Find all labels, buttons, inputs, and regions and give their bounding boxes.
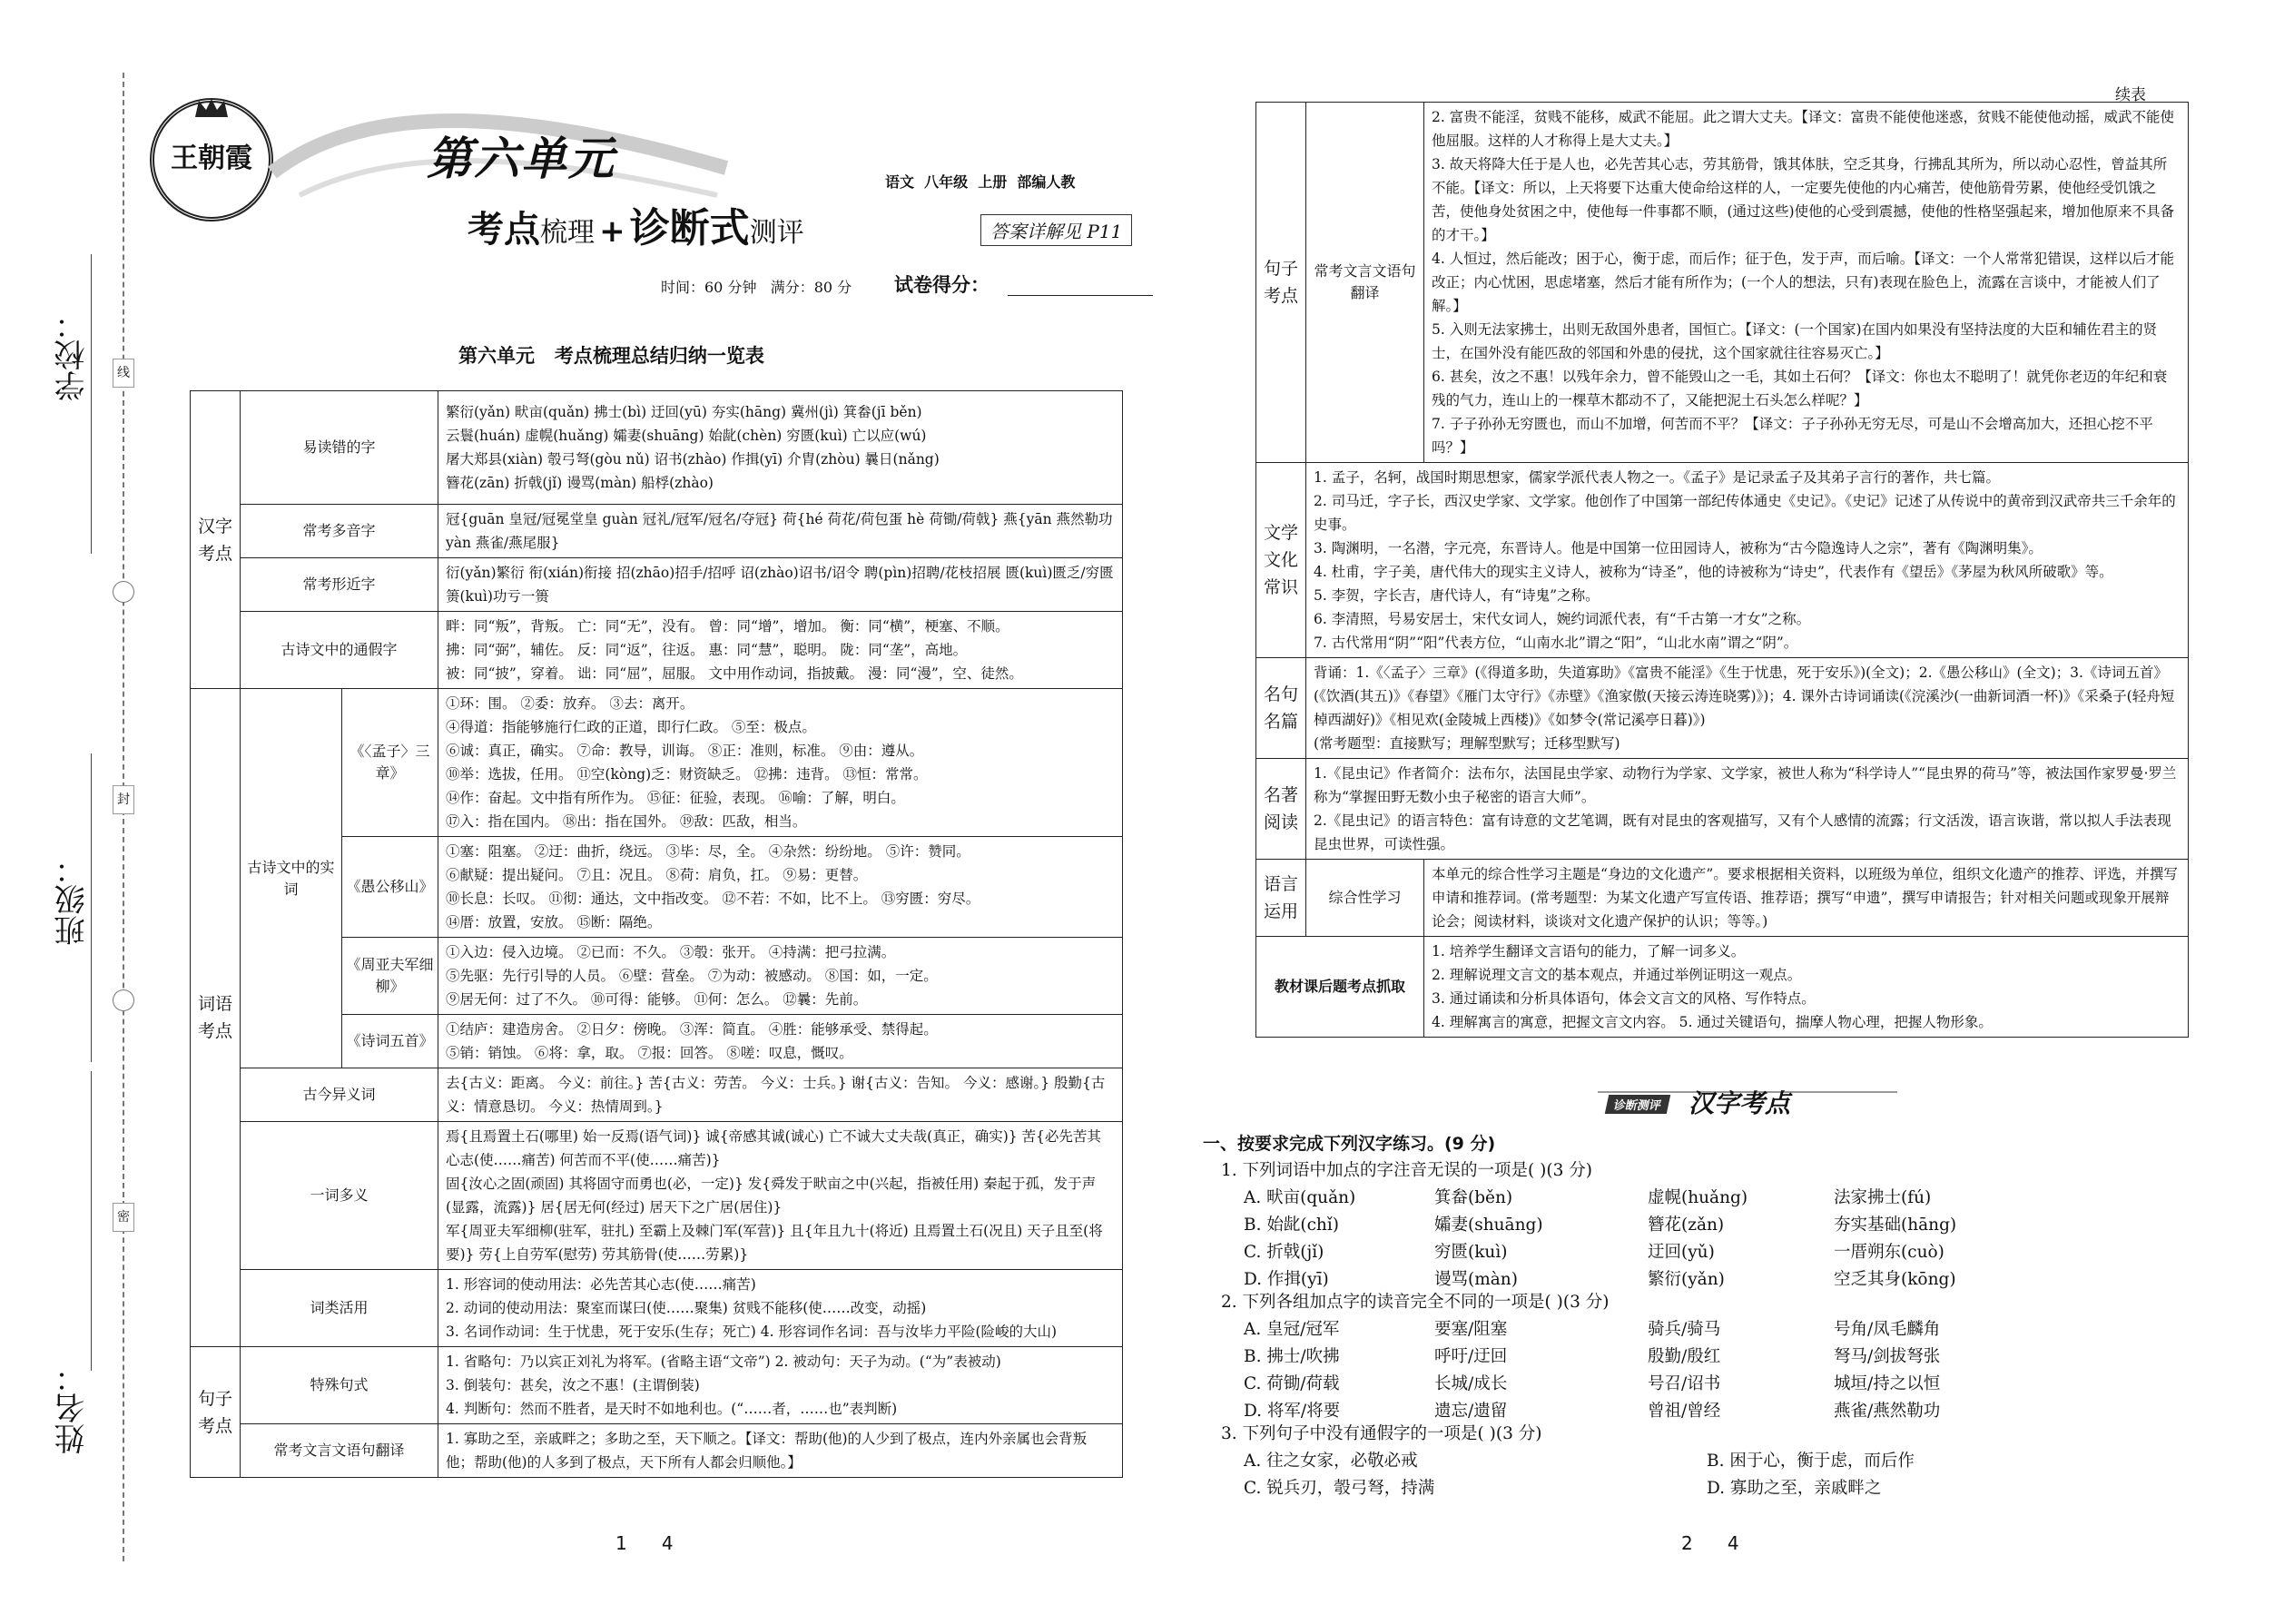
row-content: 衍(yǎn)繁衍 衔(xián)衔接 招(zhāo)招手/招呼 诏(zhào)诏书/诏令 聘(pìn)招聘/花枝招展 匮(kuì)匮乏/穷匮 箦(kuì)功亏一篑 [438, 558, 1123, 612]
answer-option[interactable]: 号角/凤毛麟角 [1834, 1320, 1941, 1339]
answer-option[interactable]: D. 将军/将要 [1244, 1402, 1341, 1421]
category-hanzi: 汉字考点 [191, 391, 241, 689]
section-name: 汉字考点 [1689, 1088, 1791, 1118]
answer-option[interactable]: 夯实基础(hāng) [1834, 1216, 1957, 1235]
answer-option[interactable]: 遗忘/遗留 [1434, 1402, 1508, 1421]
answer-option[interactable]: C. 锐兵刃，彀弓弩，持满 [1244, 1479, 1435, 1498]
school-label: 学校： [54, 309, 91, 401]
course-info: 语文 八年级 上册 部编人教 [885, 173, 1076, 191]
crown-icon [193, 97, 230, 119]
table-row [1256, 860, 2189, 937]
answer-option[interactable]: B. 拂士/吹拂 [1244, 1347, 1340, 1366]
row-content: 1.《昆虫记》作者简介：法布尔，法国昆虫学家、动物行为学家、文学家，被世人称为“科学诗人”“昆虫界的荷马”等，被法国作家罗曼·罗兰称为“掌握田野无数小虫子秘密的语言大师”。 2.《昆虫记》的语言特色：富有诗意的文艺笔调，既有对昆虫的客观描写，又有个人感情的流露；行文活泼，语言诙谐，常以拟人手法表现昆虫世界，可读性强。 [1306, 759, 2189, 860]
school-field-line[interactable] [91, 254, 92, 554]
name-label: 姓名： [54, 1362, 91, 1454]
category-ciyu: 词语考点 [191, 689, 241, 1347]
answer-option[interactable]: 曾祖/曾经 [1648, 1402, 1721, 1421]
binding-line [123, 73, 124, 1561]
class-field-line[interactable] [91, 753, 92, 1062]
score-label: 试卷得分： [894, 274, 989, 296]
row-content: 1. 寡助之至，亲戚畔之；多助之至，天下顺之。【译文：帮助(他)的人少到了极点，连内外亲属也会背叛他；帮助(他)的人多到了极点，天下所有人都会归顺他。】 [438, 1424, 1123, 1478]
row-label: 常考多音字 [241, 505, 438, 558]
summary-table-left [190, 390, 1123, 1478]
category-wenxue: 文学文化常识 [1256, 463, 1306, 658]
page-number-left: 1 4 [615, 1532, 674, 1554]
row-content: 2. 富贵不能淫，贫贱不能移，威武不能屈。此之谓大丈夫。【译文：富贵不能使他迷惑，贫贱不能使他动摇，威武不能使他屈服。这样的人才称得上是大丈夫。】 3. 故天将降大任于是人也，必先苦其心志，劳其筋骨，饿其体肤，空乏其身，行拂乱其所为，所以动心忍性，曾益其所不能。【译文：所以，上天将要下达重大使命给这样的人，一定要先使他的内心痛苦，使他筋骨劳累，使他经受饥饿之苦，使他身处贫困之中，使他每一件事都不顺，(通过这些)使他的心受到震撼，使他的性格坚强起来，增加他原来不具备的才干。】 4. 人恒过，然后能改；困于心，衡于虑，而后作；征于色，发于声，而后喻。【译文：一个人常常犯错误，这样以后才能改正；内心忧困，思虑堵塞，然后才能有所作为；(一个人的想法，只有)表现在脸色上，流露在言谈中，才能被人们了解。】 5. 入则无法家拂士，出则无敌国外患者，国恒亡。【译文：(一个国家)在国内如果没有坚持法度的大臣和辅佐君主的贤士，在国外没有能匹敌的邻国和外患的侵扰，这个国家就往往容易灭亡。】 6. 甚矣，汝之不惠！以残年余力，曾不能毁山之一毛，其如土石何？【译文：你也太不聪明了！就凭你老迈的年纪和衰残的气力，连山上的一棵草木都动不了，又能把泥土石头怎么样呢？】 7. 子子孙孙无穷匮也，而山不加增，何苦而不平？【译文：子子孙孙无穷无尽，可是山不会增高加大，还担心挖不平吗？】 [1424, 103, 2189, 463]
table-title: 第六单元 考点梳理总结归纳一览表 [458, 345, 764, 367]
class-label: 班级： [54, 853, 91, 946]
answer-option[interactable]: 虚幌(huǎng) [1648, 1188, 1748, 1207]
table-row [1256, 463, 2189, 658]
answer-option[interactable]: D. 寡助之至，亲戚畔之 [1707, 1479, 1882, 1498]
row-content: 去{古义：距离。 今义：前往。} 苦{古义：劳苦。 今义：士兵。} 谢{古义：告知。 今义：感谢。} 殷勤{古义：情意恳切。 今义：热情周到。} [438, 1068, 1123, 1122]
row-label: 古今异义词 [241, 1068, 438, 1122]
seal-tag-seal: 封 [113, 785, 134, 814]
answer-option[interactable]: 骑兵/骑马 [1648, 1320, 1721, 1339]
row-label: 一词多义 [241, 1122, 438, 1270]
binding-hole-icon [113, 581, 134, 603]
answer-option[interactable]: A. 往之女家，必敬必戒 [1244, 1452, 1418, 1471]
binding-hole-icon [113, 989, 134, 1011]
row-content: 冠{guān 皇冠/冠冕堂皇 guàn 冠礼/冠军/冠名/夺冠} 荷{hé 荷花/荷包蛋 hè 荷锄/荷戟} 燕{yān 燕然勒功 yàn 燕雀/燕尾服} [438, 505, 1123, 558]
table-row [191, 1068, 1123, 1122]
row-label: 综合性学习 [1306, 860, 1424, 937]
brand-logo [150, 98, 273, 221]
category-yuyan: 语言运用 [1256, 860, 1306, 937]
answer-option[interactable]: 号召/诏书 [1648, 1374, 1721, 1393]
page-number-right: 2 4 [1681, 1532, 1739, 1554]
row-label: 常考形近字 [241, 558, 438, 612]
category-mingzhu: 名著阅读 [1256, 759, 1306, 860]
answer-option[interactable]: 要塞/阻塞 [1434, 1320, 1508, 1339]
row-content: ①环：围。 ②委：放弃。 ③去：离开。 ④得道：指能够施行仁政的正道，即行仁政。 ⑤至：极点。 ⑥诚：真正，确实。 ⑦命：教导，训诲。 ⑧正：准则，标准。 ⑨由：遵从。 ⑩举：选拔，任用。 ⑪空(kòng)乏：财资缺乏。 ⑫拂：违背。 ⑬恒：常常。 ⑭作：奋起。文中指有所作为。 ⑮征：征验，表现。 ⑯喻：了解，明白。 ⑰入：指在国内。 ⑱出：指在国外。 ⑲敌：匹敌，相当。 [438, 689, 1123, 837]
row-label: 古诗文中的实词 [241, 689, 342, 1068]
text-title: 《诗词五首》 [342, 1015, 438, 1068]
answer-option[interactable]: 箕畚(běn) [1434, 1188, 1513, 1207]
row-label: 常考文言文语句翻译 [1306, 103, 1424, 463]
row-label: 古诗文中的通假字 [241, 612, 438, 689]
table-row [191, 1424, 1123, 1478]
table-row [191, 1122, 1123, 1270]
table-row [1256, 759, 2189, 860]
category-juzi: 句子考点 [1256, 103, 1306, 463]
summary-table-right [1255, 102, 2189, 1038]
text-title: 《周亚夫军细柳》 [342, 938, 438, 1015]
table-row [191, 689, 1123, 837]
exam-info: 时间：60 分钟 满分：80 分 [661, 279, 852, 296]
row-content: 焉{且焉置土石(哪里) 始一反焉(语气词)} 诚{帝感其诚(诚心) 亡不诚大丈夫哉(真正，确实)} 苦{必先苦其心志(使……痛苦) 何苦而不平(使……痛苦)} 固{汝心之固(顽固) 其将固守而勇也(必，一定)} 发{舜发于畎亩之中(兴起，指被任用) 秦起于孤，发于声(显露，流露)} 居{居无何(经过) 居天下之广居(居住)} 军{周亚夫军细柳(驻军，驻扎) 至霸上及棘门军(军营)} 且{年且九十(将近) 且焉置土石(况且) 天子且至(将要)} 劳{上自劳军(慰劳) 劳其筋骨(使……劳累)} [438, 1122, 1123, 1270]
answer-option[interactable]: B. 困于心，衡于虑，而后作 [1707, 1452, 1915, 1471]
table-row [1256, 103, 2189, 463]
answer-option[interactable]: 弩马/剑拔弩张 [1834, 1347, 1941, 1366]
score-input-line[interactable] [1008, 295, 1153, 296]
answer-option[interactable]: 繁衍(yǎn) [1648, 1270, 1725, 1289]
row-content: 本单元的综合性学习主题是“身边的文化遗产”。要求根据相关资料，以班级为单位，组织文化遗产的推荐、评选，并撰写申请和推荐词。(常考题型：为某文化遗产写宣传语、推荐语；撰写“申遗”，撰写申请报告；针对相关问题或现象开展辩论会；阅读材料，谈谈对文化遗产保护的认识；等等。) [1424, 860, 2189, 937]
row-content: 1. 孟子，名轲，战国时期思想家，儒家学派代表人物之一。《孟子》是记录孟子及其弟子言行的著作，共七篇。 2. 司马迁，字子长，西汉史学家、文学家。他创作了中国第一部纪传体通史《史记》。《史记》记述了从传说中的黄帝到汉武帝共三千余年的史事。 3. 陶渊明，一名潜，字元亮，东晋诗人。他是中国第一位田园诗人，被称为“古今隐逸诗人之宗”，著有《陶渊明集》。 4. 杜甫，字子美，唐代伟大的现实主义诗人，被称为“诗圣”，他的诗被称为“诗史”，代表作有《望岳》《茅屋为秋风所破歌》等。 5. 李贺，字长吉，唐代诗人，有“诗鬼”之称。 6. 李清照，号易安居士，宋代女词人，婉约词派代表，有“千古第一才女”之称。 7. 古代常用“阴”“阳”代表方位，“山南水北”谓之“阳”，“山北水南”谓之“阴”。 [1306, 463, 2189, 658]
unit-title: 第六单元 [427, 133, 615, 185]
question-1: 1. 下列词语中加点的字注音无误的一项是( )(3 分) [1221, 1161, 1592, 1180]
row-content: ①塞：阻塞。 ②迂：曲折，绕远。 ③毕：尽，全。 ④杂然：纷纷地。 ⑤许：赞同。 ⑥献疑：提出疑问。 ⑦且：况且。 ⑧荷：肩负，扛。 ⑨易：更替。 ⑩长息：长叹。 ⑪彻：通达，文中指改变。 ⑫不若：不如，比不上。 ⑬穷匮：穷尽。 ⑭厝：放置，安放。 ⑮断：隔绝。 [438, 837, 1123, 938]
subtitle: 考点梳理 + 诊断式测评 [468, 205, 804, 251]
row-content: 背诵：1.《〈孟子〉三章》(《得道多助，失道寡助》《富贵不能淫》《生于忧患，死于安乐》)(全文)；2.《愚公移山》(全文)；3.《诗词五首》(《饮酒(其五)》《春望》《雁门太守行》《赤壁》《渔家傲(天接云涛连晓雾)》)；4. 课外古诗词诵读(《浣溪沙(一曲新词酒一杯)》《采桑子(轻舟短棹西湖好)》《相见欢(金陵城上西楼)》《如梦令(常记溪亭日暮)》) (常考题型：直接默写；理解型默写；迁移型默写) [1306, 658, 2189, 759]
table-row [191, 558, 1123, 612]
table-row [191, 1270, 1123, 1347]
row-content: 繁衍(yǎn) 畎亩(quǎn) 拂士(bì) 迂回(yū) 夯实(hāng) 冀州(jì) 箕畚(jī běn) 云鬟(huán) 虚幌(huǎng) 孀妻(shuāng) 始龀(chèn) 穷匮(kuì) 亡以应(wú) 屠大郑县(xiàn) 彀弓弩(gòu nǔ) 诏书(zhào) 作揖(yī) 介胄(zhòu) 曩日(nǎng) 簪花(zān) 折戟(jǐ) 谩骂(màn) 船桴(zhào) [438, 391, 1123, 505]
row-content: 1. 形容词的使动用法：必先苦其心志(使……痛苦) 2. 动词的使动用法：聚室而谋曰(使……聚集) 贫贱不能移(使……改变，动摇) 3. 名词作动词：生于忧患，死于安乐(生存；死亡) 4. 形容词作名词：吾与汝毕力平险(险峻的大山) [438, 1270, 1123, 1347]
answer-option[interactable]: 呼吁/迂回 [1434, 1347, 1508, 1366]
answer-option[interactable]: 一厝朔东(cuò) [1834, 1243, 1944, 1262]
section-tag: 诊断测评 [1605, 1095, 1670, 1114]
section-banner [1598, 1088, 1897, 1118]
seal-tag-line: 线 [113, 359, 134, 388]
answer-option[interactable]: 长城/成长 [1434, 1374, 1508, 1393]
row-content: 1. 培养学生翻译文言语句的能力，了解一词多义。 2. 理解说理文言文的基本观点，并通过举例证明这一观点。 3. 通过诵读和分析具体语句，体会文言文的风格、写作特点。 4. 理解寓言的寓意，把握文言文内容。 5. 通过关键语句，揣摩人物心理，把握人物形象。 [1424, 937, 2189, 1038]
answer-option[interactable]: A. 皇冠/冠军 [1244, 1320, 1340, 1339]
answer-option[interactable]: 簪花(zǎn) [1648, 1216, 1725, 1235]
answer-option[interactable]: 城垣/持之以恒 [1834, 1374, 1941, 1393]
question-3: 3. 下列句子中没有通假字的一项是( )(3 分) [1221, 1424, 1542, 1443]
answer-option[interactable]: A. 畎亩(quǎn) [1244, 1188, 1356, 1207]
answer-option[interactable]: 穷匮(kuì) [1434, 1243, 1508, 1262]
answer-reference: 答案详解见 P11 [980, 214, 1132, 246]
table-row [191, 391, 1123, 505]
brand-logo-text: 王朝霞 [171, 143, 252, 174]
answer-option[interactable]: 法家拂士(fú) [1834, 1188, 1932, 1207]
row-label: 常考文言文语句翻译 [241, 1424, 438, 1478]
question-heading: 一、按要求完成下列汉字练习。(9 分) [1203, 1134, 1496, 1154]
answer-option[interactable]: 燕雀/燕然勒功 [1834, 1402, 1941, 1421]
text-title: 《〈孟子〉三章》 [342, 689, 438, 837]
row-content: ①结庐：建造房舍。 ②日夕：傍晚。 ③浑：简直。 ④胜：能够承受、禁得起。 ⑤销：销蚀。 ⑥将：拿，取。 ⑦报：回答。 ⑧嗟：叹息，慨叹。 [438, 1015, 1123, 1068]
answer-option[interactable]: 空乏其身(kōng) [1834, 1270, 1956, 1289]
row-content: 畔：同“叛”，背叛。 亡：同“无”，没有。 曾：同“增”，增加。 衡：同“横”，梗塞、不顺。 拂：同“弼”，辅佐。 反：同“返”，往返。 惠：同“慧”，聪明。 陇：同“垄”，高地。 被：同“披”，穿着。 诎：同“屈”，屈服。 文中用作动词，指披戴。 漫：同“漫”，空、徒然。 [438, 612, 1123, 689]
table-row [191, 612, 1123, 689]
table-row [191, 1347, 1123, 1424]
answer-option[interactable]: 孀妻(shuāng) [1434, 1216, 1543, 1235]
row-label: 特殊句式 [241, 1347, 438, 1424]
row-label: 教材课后题考点抓取 [1256, 937, 1424, 1038]
continued-label: 续表 [2115, 86, 2146, 104]
answer-option[interactable]: B. 始龀(chǐ) [1244, 1216, 1339, 1235]
name-field-line[interactable] [91, 1071, 92, 1371]
text-title: 《愚公移山》 [342, 837, 438, 938]
table-row [1256, 658, 2189, 759]
row-content: 1. 省略句：乃以宾正刘礼为将军。(省略主语“文帝”) 2. 被动句：天子为动。(“为”表被动) 3. 倒装句：甚矣，汝之不惠！(主谓倒装) 4. 判断句：然而不胜者，是天时不如地利也。(“……者，……也”表判断) [438, 1347, 1123, 1424]
answer-option[interactable]: 谩骂(màn) [1434, 1270, 1518, 1289]
answer-option[interactable]: C. 折戟(jǐ) [1244, 1243, 1324, 1262]
answer-option[interactable]: C. 荷锄/荷载 [1244, 1374, 1340, 1393]
category-mingju: 名句名篇 [1256, 658, 1306, 759]
table-row [191, 505, 1123, 558]
answer-option[interactable]: D. 作揖(yī) [1244, 1270, 1329, 1289]
category-juzi: 句子考点 [191, 1347, 241, 1478]
answer-option[interactable]: 迂回(yǔ) [1648, 1243, 1715, 1262]
seal-tag-secret: 密 [113, 1203, 134, 1232]
row-content: ①入边：侵入边境。 ②已而：不久。 ③彀：张开。 ④持满：把弓拉满。 ⑤先驱：先行引导的人员。 ⑥壁：营垒。 ⑦为动：被感动。 ⑧国：如，一定。 ⑨居无何：过了不久。 ⑩可得：能够。 ⑪何：怎么。 ⑫曩：先前。 [438, 938, 1123, 1015]
row-label: 易读错的字 [241, 391, 438, 505]
table-row [1256, 937, 2189, 1038]
answer-option[interactable]: 殷勤/殷红 [1648, 1347, 1721, 1366]
question-2: 2. 下列各组加点字的读音完全不同的一项是( )(3 分) [1221, 1293, 1610, 1312]
row-label: 词类活用 [241, 1270, 438, 1347]
